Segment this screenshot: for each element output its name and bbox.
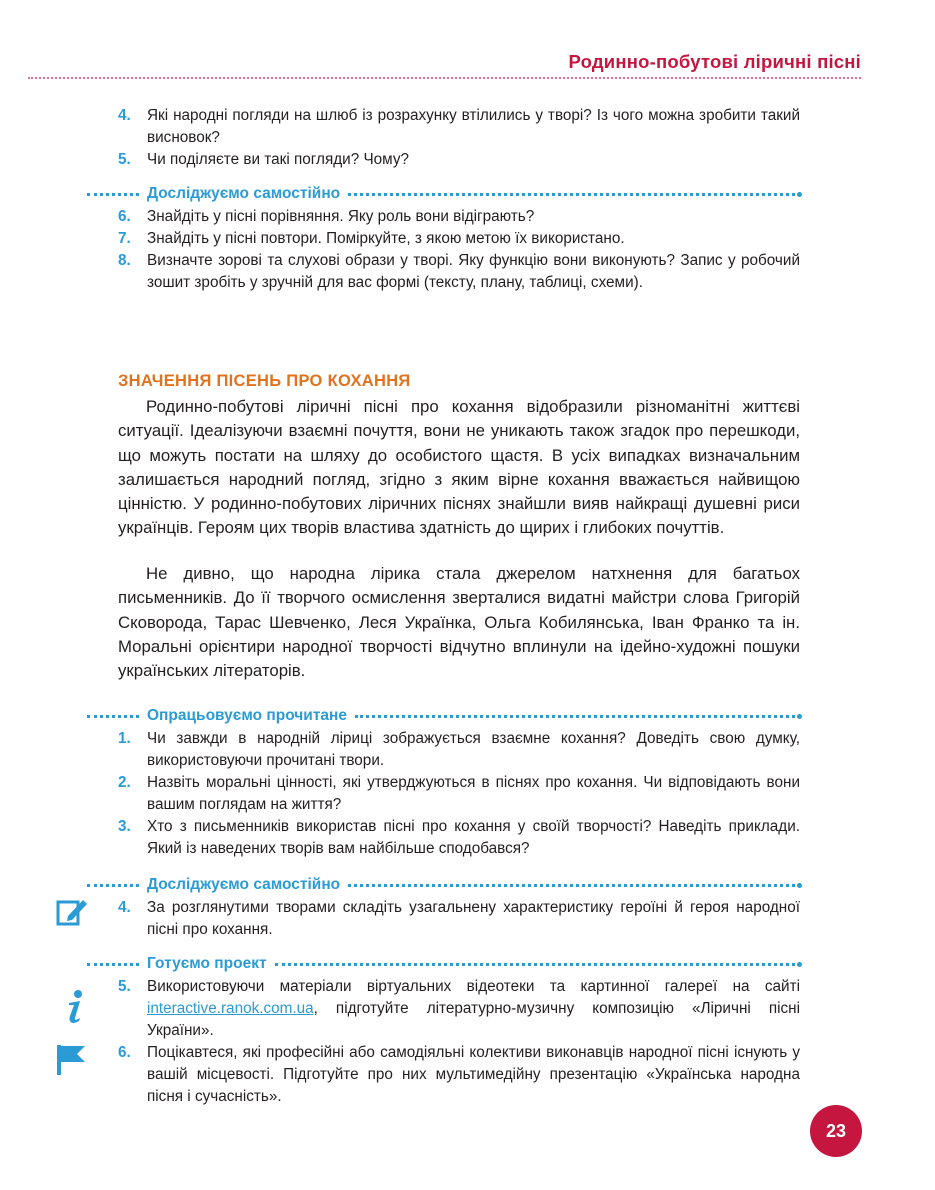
dotted-divider bbox=[87, 715, 139, 718]
section-heading-project bbox=[87, 954, 802, 974]
item-number: 6. bbox=[118, 1044, 131, 1061]
section-label: Готуємо проект bbox=[147, 955, 267, 972]
divider-end-dot bbox=[797, 962, 802, 967]
question-list-research-1 bbox=[118, 206, 800, 294]
section-heading-research-2 bbox=[87, 875, 802, 895]
list-item bbox=[118, 897, 800, 941]
section-heading-processing bbox=[87, 706, 802, 726]
dotted-divider bbox=[348, 884, 795, 887]
item-number: 6. bbox=[118, 208, 131, 225]
list-item bbox=[118, 772, 800, 816]
item-text: Хто з письменників використав пісні про кохання у своїй творчості? Наведіть приклади. Який із наведених творів вам найбільше сподобався? bbox=[147, 818, 800, 857]
item-text: Які народні погляди на шлюб із розрахунку втілились у творі? Із чого можна зробити такий висновок? bbox=[147, 107, 800, 146]
website-link[interactable]: interactive.ranok.com.ua bbox=[147, 1000, 314, 1017]
item-number: 4. bbox=[118, 899, 131, 916]
dotted-divider bbox=[87, 884, 139, 887]
list-item bbox=[118, 228, 800, 250]
question-list-project bbox=[118, 976, 800, 1108]
item-number: 1. bbox=[118, 730, 131, 747]
list-item bbox=[118, 728, 800, 772]
header-divider bbox=[28, 77, 861, 79]
item-text: Поцікавтеся, які професійні або самодіяльні колективи виконавців народної пісні існують у вашій місцевості. Підготуйте про них мультимедійну презентацію «Українська народна пісня і сучасність». bbox=[147, 1044, 800, 1105]
section-label: Опрацьовуємо прочитане bbox=[147, 707, 348, 724]
item-text: Назвіть моральні цінності, які утверджуються в піснях про кохання. Чи відповідають вони вашим поглядам на життя? bbox=[147, 774, 800, 813]
body-paragraph: Не дивно, що народна лірика стала джерелом натхнення для багатьох письменників. До її творчого осмислення зверталися видатні майстри слова Григорій Сковорода, Тарас Шевченко, Леся Українка, Ольга Кобилянська, Іван Франко та ін. Моральні орієнтири народної творчості відчутно вплинули на ідейно-художні пошуки українських літераторів. bbox=[118, 564, 800, 681]
list-item bbox=[118, 105, 800, 149]
body-paragraph: Родинно-побутові ліричні пісні про кохання відобразили різноманітні життєві ситуації. Ідеалізуючи взаємні почуття, вони не уникають також згадок про перешкоди, що можуть постати на шляху до особистого щастя. В усіх випадках визначальним залишається народний погляд, згідно з яким вірне кохання вважається найвищою цінністю. У родинно-побутових ліричних піснях знайшли вияв найкращі душевні риси українців. Героям цих творів властива здатність до щирих і глибоких почуттів. bbox=[118, 397, 800, 538]
item-text: Визначте зорові та слухові образи у творі. Яку функцію вони виконують? Запис у робочий зошит зробіть у зручній для вас формі (тексту, плану, таблиці, схеми). bbox=[147, 252, 800, 291]
running-header-title: Родинно-побутові ліричні пісні bbox=[568, 51, 861, 72]
list-item bbox=[118, 1042, 800, 1108]
article-heading: ЗНАЧЕННЯ ПІСЕНЬ ПРО КОХАННЯ bbox=[118, 372, 411, 390]
divider-end-dot bbox=[797, 883, 802, 888]
flag-icon bbox=[56, 1044, 86, 1076]
dotted-divider bbox=[87, 193, 139, 196]
list-item bbox=[118, 206, 800, 228]
list-item bbox=[118, 816, 800, 860]
dotted-divider bbox=[355, 715, 795, 718]
question-list-processing bbox=[118, 728, 800, 860]
item-number: 5. bbox=[118, 978, 131, 995]
dotted-divider bbox=[275, 963, 795, 966]
section-heading-research-1 bbox=[87, 184, 802, 204]
item-text: За розглянутими творами складіть узагальнену характеристику героїні й героя народної пісні про кохання. bbox=[147, 899, 800, 938]
list-item bbox=[118, 149, 800, 171]
item-text: Чи поділяєте ви такі погляди? Чому? bbox=[147, 151, 409, 168]
divider-end-dot bbox=[797, 714, 802, 719]
section-label: Досліджуємо самостійно bbox=[147, 876, 341, 893]
item-number: 8. bbox=[118, 252, 131, 269]
item-text: , підготуйте літературно-музичну композицію «Ліричні пісні України». bbox=[147, 1000, 800, 1039]
page-number: 23 bbox=[810, 1105, 862, 1157]
dotted-divider bbox=[87, 963, 139, 966]
list-item bbox=[118, 250, 800, 294]
item-number: 4. bbox=[118, 107, 131, 124]
item-text: Чи завжди в народній ліриці зображується взаємне кохання? Доведіть свою думку, використовуючи прочитані твори. bbox=[147, 730, 800, 769]
section-label: Досліджуємо самостійно bbox=[147, 185, 341, 202]
question-list-research-2 bbox=[118, 897, 800, 941]
divider-end-dot bbox=[797, 192, 802, 197]
question-list-top bbox=[118, 105, 800, 171]
list-item bbox=[118, 976, 800, 1042]
dotted-divider bbox=[348, 193, 795, 196]
item-text: Знайдіть у пісні порівняння. Яку роль вони відіграють? bbox=[147, 208, 535, 225]
item-number: 3. bbox=[118, 818, 131, 835]
item-number: 7. bbox=[118, 230, 131, 247]
item-number: 5. bbox=[118, 151, 131, 168]
item-text: Знайдіть у пісні повтори. Поміркуйте, з якою метою їх використано. bbox=[147, 230, 625, 247]
item-text: Використовуючи матеріали віртуальних відеотеки та картинної галереї на сайті bbox=[147, 978, 800, 995]
pencil-note-icon bbox=[56, 896, 88, 928]
item-number: 2. bbox=[118, 774, 131, 791]
info-icon bbox=[62, 988, 88, 1024]
